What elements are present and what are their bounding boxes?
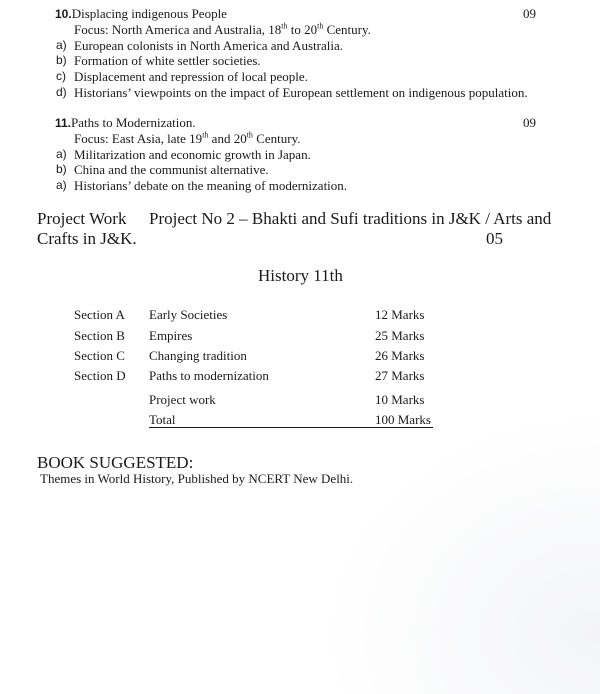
unit-11-focus <box>74 131 300 146</box>
unit-10-item-text: European colonists in North America and Australia. <box>74 38 343 53</box>
table-row-name: Early Societies <box>149 307 228 322</box>
unit-11-marks: 09 <box>523 115 536 130</box>
table-row-marks: 27 Marks <box>375 368 425 383</box>
table-project-marks: 10 Marks <box>375 392 425 407</box>
unit-10-focus <box>74 22 371 37</box>
table-row-marks: 25 Marks <box>375 328 425 343</box>
unit-11-item-text: Militarization and economic growth in Japan. <box>74 147 311 162</box>
table-total-name: Total <box>149 412 176 427</box>
unit-10-item-label: c) <box>56 69 66 83</box>
project-work-text: Project No 2 – Bhakti and Sufi traditions in J&K / Arts and <box>149 209 552 228</box>
book-suggested-heading: BOOK SUGGESTED: <box>37 453 194 472</box>
unit-11-focus-sup2: th <box>246 130 253 140</box>
unit-11-item-label: a) <box>56 178 67 192</box>
unit-10-item-text: Formation of white settler societies. <box>74 53 261 68</box>
table-row-name: Paths to modernization <box>149 368 269 383</box>
unit-10-item-label: a) <box>56 38 67 52</box>
unit-10-item-label: b) <box>56 53 67 67</box>
unit-10-item-text: Historians’ viewpoints on the impact of European settlement on indigenous population. <box>74 85 528 100</box>
unit-10-focus-sup1: th <box>281 21 288 31</box>
table-row-marks: 12 Marks <box>375 307 425 322</box>
unit-10-focus-post: Century. <box>323 22 371 37</box>
unit-11-item-text: Historians’ debate on the meaning of modernization. <box>74 178 348 193</box>
unit-10-heading <box>55 6 227 22</box>
history-title: History 11th <box>258 266 343 285</box>
unit-11-heading <box>55 115 196 131</box>
unit-10-item-text: Displacement and repression of local people. <box>74 69 308 84</box>
unit-11-item-label: a) <box>56 147 67 161</box>
book-suggested-text: Themes in World History, Published by NCERT New Delhi. <box>40 471 354 486</box>
unit-11-focus-post: Century. <box>252 131 301 146</box>
unit-10-title: Displacing indigenous People <box>71 6 227 21</box>
unit-10-focus-mid: to 20 <box>287 22 318 37</box>
project-work-text-continued: Crafts in J&K. <box>37 229 137 248</box>
table-row-name: Changing tradition <box>149 348 247 363</box>
unit-10-item-label: d) <box>56 85 67 99</box>
unit-11-item-label: b) <box>56 162 67 176</box>
table-row-section: Section A <box>74 307 125 322</box>
unit-10-focus-pre: Focus: North America and Australia, 18 <box>74 22 282 37</box>
table-row-section: Section B <box>74 328 125 343</box>
background-shading <box>300 394 600 694</box>
table-row-name: Empires <box>149 328 193 343</box>
unit-11-focus-pre: Focus: East Asia, late 19 <box>74 131 203 146</box>
table-row-marks: 26 Marks <box>375 348 425 363</box>
project-work-label: Project Work <box>37 209 127 228</box>
unit-11-number: 11. <box>55 116 72 130</box>
unit-11-focus-sup1: th <box>202 130 209 140</box>
unit-11-title: Paths to Modernization. <box>71 115 196 130</box>
table-project-name: Project work <box>149 392 216 407</box>
table-row-section: Section D <box>74 368 126 383</box>
project-work-marks: 05 <box>486 229 503 248</box>
unit-11-item-text: China and the communist alternative. <box>74 162 269 177</box>
table-row-section: Section C <box>74 348 125 363</box>
unit-10-marks: 09 <box>523 6 536 21</box>
unit-10-focus-sup2: th <box>317 21 324 31</box>
unit-10-number: 10. <box>55 7 72 21</box>
table-total-marks: 100 Marks <box>375 412 431 427</box>
unit-11-focus-mid: and 20 <box>208 131 247 146</box>
